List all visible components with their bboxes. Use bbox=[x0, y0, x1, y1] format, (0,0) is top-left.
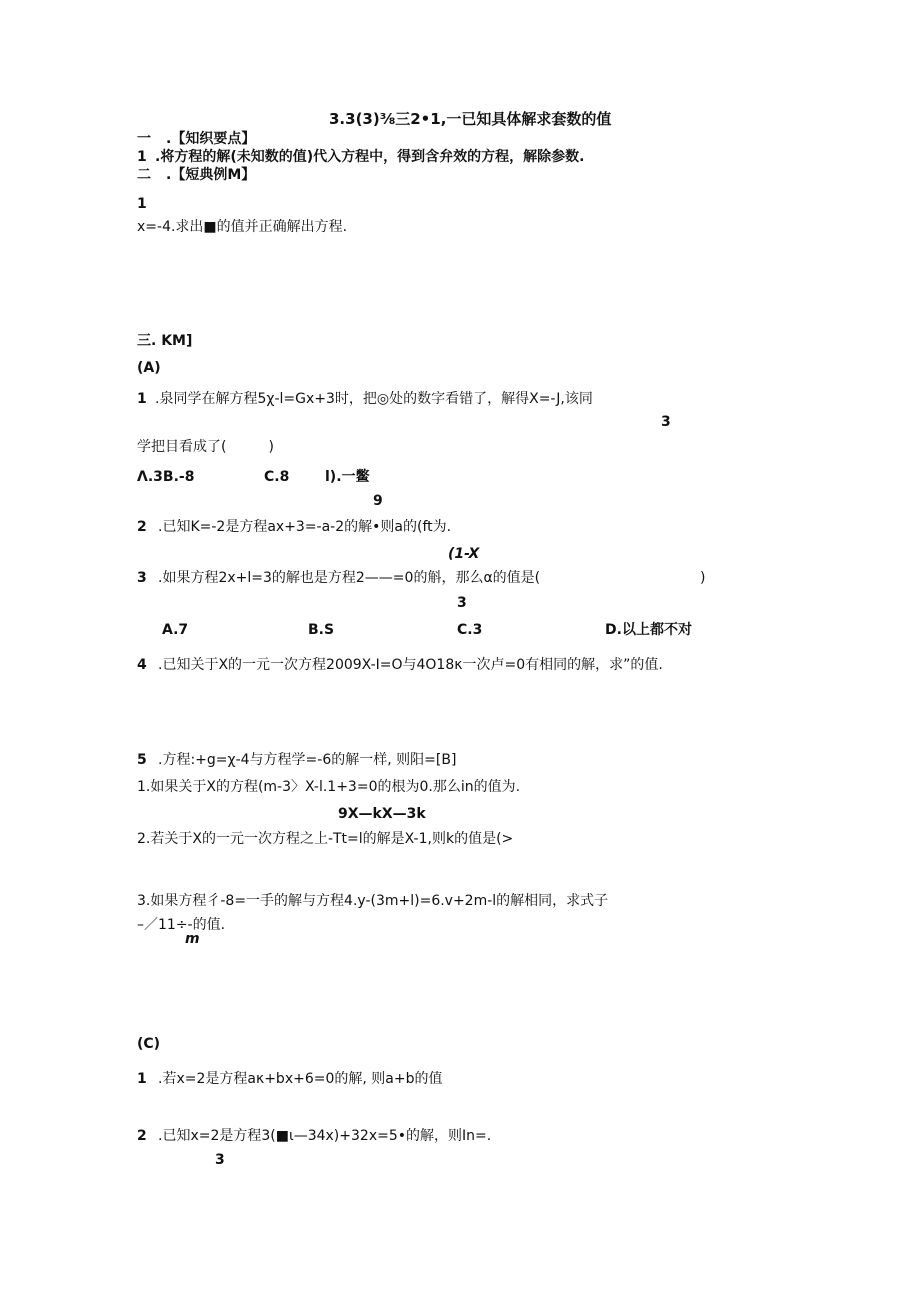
example-text: x=-4.求出■的值并正确解出方程. bbox=[137, 219, 348, 235]
question-1-option-c: C.8 bbox=[264, 469, 290, 485]
question-3-superscript: (1-X bbox=[448, 546, 480, 562]
question-1-text-continued: 学把目看成了( ) bbox=[137, 439, 274, 455]
question-1-options-ab: Λ.3B.-8 bbox=[137, 469, 195, 485]
question-2-number: 2 bbox=[137, 519, 147, 535]
question-5-number: 5 bbox=[137, 752, 147, 768]
section-1-number: 一 bbox=[137, 131, 151, 147]
group-b-question-2: 2.若关于X的一元一次方程之上-Tt=l的解是X-1,则k的值是(> bbox=[137, 831, 514, 847]
group-b-question-3-subscript: m bbox=[185, 931, 200, 947]
question-1-option-d: l).一鳖 bbox=[325, 469, 370, 485]
group-b-question-1: 1.如果关于X的方程(m-3〉X-l.1+3=0的根为0.那么in的值为. bbox=[137, 779, 521, 795]
question-4-number: 4 bbox=[137, 657, 147, 673]
group-c-question-2-text: .已知x=2是方程3(■ι—34x)+32x=5•的解，则In=. bbox=[158, 1128, 492, 1144]
question-3-close-paren: ) bbox=[700, 570, 706, 586]
group-b-question-3: 3.如果方程彳-8=一手的解与方程4.y-(3m+l)=6.v+2m-l的解相同，求式子 bbox=[137, 893, 609, 909]
question-4-text: .已知关于X的一元一次方程2009X-I=O与4O18κ一次卢=0有相同的解，求”的值. bbox=[158, 657, 663, 673]
question-2-text: .已知K=-2是方程ax+3=-a-2的解•则a的(ft为. bbox=[158, 519, 452, 535]
section-2-heading: .【短典例M】 bbox=[166, 167, 256, 183]
section-1-item-text: .将方程的解(未知数的值)代入方程中，得到含弁效的方程，解除参数. bbox=[155, 149, 585, 165]
group-b-question-2-superscript: 9X—kX—3k bbox=[338, 806, 426, 822]
group-c-label: (C) bbox=[137, 1036, 161, 1052]
question-3-option-c: C.3 bbox=[457, 622, 483, 638]
group-c-question-2-subscript: 3 bbox=[215, 1152, 225, 1168]
section-2-number: 二 bbox=[137, 167, 151, 183]
group-b-question-3-continued: –／11÷-的值. bbox=[137, 917, 226, 933]
group-c-question-1-number: 1 bbox=[137, 1071, 147, 1087]
section-1-heading: .【知织要点】 bbox=[166, 131, 256, 147]
question-1-subscript: 9 bbox=[373, 493, 383, 509]
group-c-question-2-number: 2 bbox=[137, 1128, 147, 1144]
question-3-option-d: D.以上都不对 bbox=[605, 622, 692, 638]
question-1-superscript: 3 bbox=[661, 414, 671, 430]
question-3-option-a: A.7 bbox=[162, 622, 189, 638]
section-3-heading: 三. KM] bbox=[137, 333, 193, 349]
question-3-subscript: 3 bbox=[457, 595, 467, 611]
example-number: 1 bbox=[137, 196, 147, 212]
group-a-label: (A) bbox=[137, 360, 161, 376]
question-5-text: .方程:+g=χ-4与方程学=-6的解一样, 则阳=[B] bbox=[158, 752, 457, 768]
question-1-text: .泉同学在解方程5χ-l=Gx+3时，把◎处的数字看错了，解得X=-J,该同 bbox=[155, 391, 593, 407]
group-c-question-1-text: .若x=2是方程aκ+bx+6=0的解, 则a+b的值 bbox=[158, 1071, 443, 1087]
question-1-number: 1 bbox=[137, 391, 147, 407]
section-1-item-number: 1 bbox=[137, 149, 147, 165]
page-title: 3.3(3)⅜三2•1,一已知具体解求套数的值 bbox=[329, 110, 612, 128]
question-3-option-b: B.S bbox=[308, 622, 335, 638]
question-3-text: .如果方程2x+l=3的解也是方程2——=0的斛，那么α的值是( bbox=[158, 570, 541, 586]
question-3-number: 3 bbox=[137, 570, 147, 586]
